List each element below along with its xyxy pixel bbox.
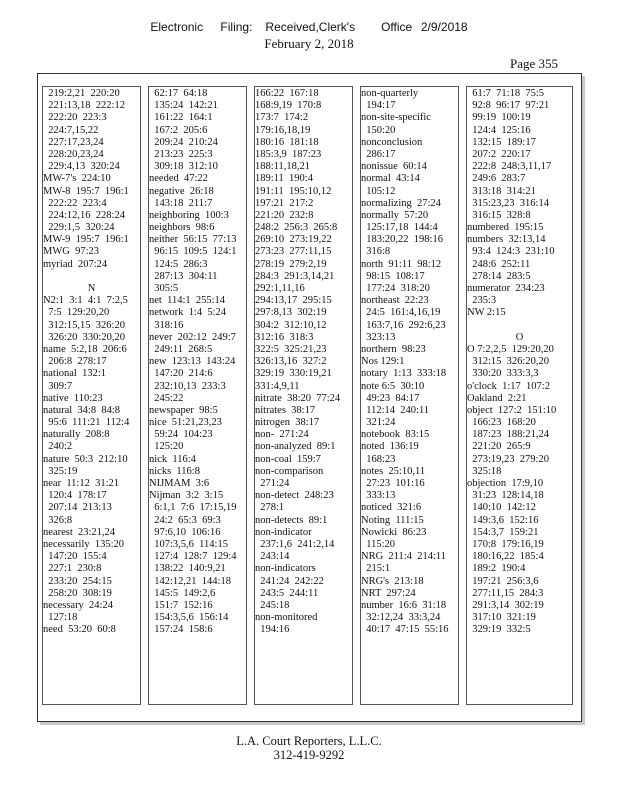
index-entry-continuation: 127:4 128:7 129:4 — [149, 551, 237, 563]
index-entry: 189:11 190:4 — [255, 173, 313, 185]
word-index-frame — [37, 73, 582, 722]
index-entry: non-comparison — [255, 465, 324, 477]
index-entry: northern 98:23 — [361, 343, 426, 355]
index-column-2 — [148, 86, 247, 705]
index-entry: 197:21 217:2 — [255, 197, 314, 209]
index-entry: normalizing 27:24 — [361, 197, 441, 209]
index-entry: non-analyzed 89:1 — [255, 441, 336, 453]
index-entry: Nijman 3:2 3:15 — [149, 490, 224, 502]
index-entry-continuation: 147:20 214:6 — [149, 368, 213, 380]
index-entry-continuation: 97:6,10 106:16 — [149, 526, 221, 538]
index-entry-continuation: 222:22 223:4 — [43, 197, 107, 209]
index-entry-continuation: 61:7 71:18 75:5 — [467, 88, 545, 99]
index-entry-continuation: 194:17 — [361, 100, 396, 112]
index-entry: 294:13,17 295:15 — [255, 295, 332, 307]
index-entry-continuation: 154:3,7 159:21 — [467, 526, 539, 538]
index-entry: NRG 211:4 214:11 — [361, 551, 446, 563]
index-entry: necessary 24:24 — [43, 599, 113, 611]
index-entry-continuation: 150:20 — [361, 124, 396, 136]
index-entry: Nos 129:1 — [361, 356, 405, 368]
index-entry-continuation: 271:24 — [255, 478, 290, 489]
index-entry-continuation: 333:13 — [361, 490, 396, 502]
index-entry: nick 116:4 — [149, 453, 196, 465]
index-entry: name 5:2,18 206:6 — [43, 343, 127, 355]
index-entry: 168:9,19 170:8 — [255, 100, 322, 112]
index-entry-continuation: 224:12,16 228:24 — [43, 209, 125, 221]
index-entry-continuation: 249:11 268:5 — [149, 343, 213, 355]
index-entry-continuation: 315:23,23 316:14 — [467, 197, 549, 209]
index-entry-continuation: 273:19,23 279:20 — [467, 453, 549, 465]
index-entry: NRG's 213:18 — [361, 575, 424, 587]
index-entry: nicks 116:8 — [149, 465, 200, 477]
index-entry: non-detects 89:1 — [255, 514, 328, 526]
index-entry-continuation: 177:24 318:20 — [361, 283, 430, 294]
index-entry-continuation: 180:16,22 185:4 — [467, 551, 544, 563]
index-entry: 173:7 174:2 — [255, 112, 309, 124]
index-entry: 304:2 312:10,12 — [255, 319, 327, 331]
index-entry-continuation: 248:6 252:11 — [467, 258, 531, 270]
index-entry-continuation: 278:14 283:5 — [467, 270, 531, 282]
index-entry: 273:23 277:11,15 — [255, 246, 332, 258]
index-entry: northeast 22:23 — [361, 295, 429, 307]
index-entry: non-quarterly — [361, 88, 419, 99]
index-entry-continuation: 124:5 286:3 — [149, 258, 208, 270]
index-entry: national 132:1 — [43, 368, 106, 380]
index-entry-continuation: 330:20 333:3,3 — [467, 368, 539, 380]
index-entry-continuation: 329:19 332:5 — [467, 624, 531, 636]
index-entry-continuation: 142:12,21 144:18 — [149, 575, 231, 587]
index-entry: MW-7's 224:10 — [43, 173, 111, 185]
index-entry-continuation: 151:7 152:16 — [149, 599, 213, 611]
index-entry: normal 43:14 — [361, 173, 420, 185]
index-column-5 — [466, 86, 573, 705]
index-entry-continuation: 206:8 278:17 — [43, 356, 107, 368]
index-entry: o'clock 1:17 107:2 — [467, 380, 550, 392]
index-entry-continuation: 187:23 188:21,24 — [467, 429, 549, 441]
index-entry: 221:20 232:8 — [255, 209, 314, 221]
index-entry: Noting 111:15 — [361, 514, 424, 526]
index-entry-continuation: 278:1 — [255, 502, 285, 514]
index-entry-continuation: 286:17 — [361, 148, 396, 160]
index-entry: 188:11,18,21 — [255, 161, 311, 173]
index-entry-continuation: 194:16 — [255, 624, 290, 636]
efiling-stamp: Electronic Filing: Received,Clerk's Office 2/9/2018 — [150, 20, 468, 34]
index-entry: non- 271:24 — [255, 429, 309, 441]
index-entry-continuation: 183:20,22 198:16 — [361, 234, 443, 246]
index-entry: neighbors 98:6 — [149, 222, 215, 234]
index-entry: nonissue 60:14 — [361, 161, 427, 173]
index-entry-continuation: 245:18 — [255, 599, 290, 611]
index-entry: O 7:2,2,5 129:20,20 — [467, 343, 554, 355]
index-entry-continuation: 325:19 — [43, 465, 78, 477]
index-entry: naturally 208:8 — [43, 429, 110, 441]
index-entry-continuation: 224:7,15,22 — [43, 124, 99, 136]
index-entry: net 114:1 255:14 — [149, 295, 226, 307]
index-entry: north 91:11 98:12 — [361, 258, 442, 270]
index-entry-continuation: 98:15 108:17 — [361, 270, 425, 282]
index-entry: objection 17:9,10 — [467, 478, 544, 489]
index-entry: 278:19 279:2,19 — [255, 258, 327, 270]
index-entry: NW 2:15 — [467, 307, 506, 319]
section-letter: O — [515, 331, 524, 343]
index-entry-continuation: 112:14 240:11 — [361, 404, 430, 416]
index-entry: note 6:5 30:10 — [361, 380, 425, 392]
index-entry: notebook 83:15 — [361, 429, 430, 441]
index-entry-continuation: 167:2 205:6 — [149, 124, 208, 136]
index-entry: new 123:13 143:24 — [149, 356, 236, 368]
index-entry-continuation: 24:5 161:4,16,19 — [361, 307, 441, 319]
index-entry-continuation: 326:8 — [43, 514, 73, 526]
index-entry-continuation: 62:17 64:18 — [149, 88, 208, 99]
index-entry: 269:10 273:19,22 — [255, 234, 332, 246]
index-entry-continuation: 215:1 — [361, 563, 391, 575]
index-entry: MWG 97:23 — [43, 246, 99, 258]
index-entry-continuation: 229:4,13 320:24 — [43, 161, 120, 173]
index-entry-continuation: 189:2 190:4 — [467, 563, 526, 575]
index-entry-continuation: 277:11,15 284:3 — [467, 587, 544, 599]
index-entry-continuation: 99:19 100:19 — [467, 112, 531, 124]
index-entry: near 11:12 31:21 — [43, 478, 120, 489]
index-entry: neighboring 100:3 — [149, 209, 229, 221]
index-entry: noted 136:19 — [361, 441, 419, 453]
reporter-company: L.A. Court Reporters, L.L.C. — [236, 734, 382, 748]
index-entry-continuation: 237:1,6 241:2,14 — [255, 538, 335, 550]
index-entry-continuation: 213:23 225:3 — [149, 148, 213, 160]
index-entry: 329:19 330:19,21 — [255, 368, 332, 380]
index-entry: MW-9 195:7 196:1 — [43, 234, 129, 246]
hearing-date: February 2, 2018 — [264, 36, 354, 51]
index-entry-continuation: 312:15,15 326:20 — [43, 319, 125, 331]
index-entry-continuation: 227:17,23,24 — [43, 136, 104, 148]
index-entry-continuation: 316:8 — [361, 246, 391, 258]
index-entry: nitrate 38:20 77:24 — [255, 392, 341, 404]
index-column-4 — [360, 86, 459, 705]
index-entry-continuation: 149:3,6 152:16 — [467, 514, 539, 526]
index-entry-continuation: 318:16 — [149, 319, 184, 331]
index-entry-continuation: 166:23 168:20 — [467, 417, 536, 429]
index-entry-continuation: 132:15 189:17 — [467, 136, 536, 148]
index-entry: object 127:2 151:10 — [467, 404, 557, 416]
index-entry-continuation: 312:15 326:20,20 — [467, 356, 549, 368]
index-entry-continuation: 31:23 128:14,18 — [467, 490, 544, 502]
index-entry: non-coal 159:7 — [255, 453, 321, 465]
index-entry-continuation: 92:8 96:17 97:21 — [467, 100, 550, 112]
index-entry-continuation: 115:20 — [361, 538, 396, 550]
index-column-3 — [254, 86, 353, 705]
index-entry-continuation: 24:2 65:3 69:3 — [149, 514, 221, 526]
reporter-phone: 312-419-9292 — [273, 748, 345, 762]
index-entry-continuation: 161:22 164:1 — [149, 112, 213, 124]
index-entry: 248:2 256:3 265:8 — [255, 222, 338, 234]
index-entry: normally 57:20 — [361, 209, 429, 221]
index-entry-continuation: 222:20 223:3 — [43, 112, 107, 124]
index-entry-continuation: 323:13 — [361, 331, 396, 343]
index-entry-continuation: 124:4 125:16 — [467, 124, 531, 136]
index-entry-continuation: 321:24 — [361, 417, 396, 429]
index-entry: 312:16 318:3 — [255, 331, 314, 343]
index-entry-continuation: 305:5 — [149, 283, 179, 294]
blank-line — [43, 271, 140, 283]
index-entry-continuation: 49:23 84:17 — [361, 392, 420, 404]
index-entry-continuation: 291:3,14 302:19 — [467, 599, 544, 611]
index-entry: need 53:20 60:8 — [43, 624, 116, 636]
index-entry: nitrates 38:17 — [255, 404, 316, 416]
index-entry: notary 1:13 333:18 — [361, 368, 447, 380]
index-entry-continuation: 313:18 314:21 — [467, 185, 536, 197]
index-entry: 326:13,16 327:2 — [255, 356, 327, 368]
index-entry-continuation: 140:10 142:12 — [467, 502, 536, 514]
index-entry: nice 51:21,23,23 — [149, 417, 222, 429]
index-entry: nearest 23:21,24 — [43, 526, 116, 538]
index-entry-continuation: 316:15 328:8 — [467, 209, 531, 221]
index-entry-continuation: 125:20 — [149, 441, 184, 453]
index-column-1 — [42, 86, 141, 705]
index-entry: network 1:4 5:24 — [149, 307, 226, 319]
index-entry: numbers 32:13,14 — [467, 234, 546, 246]
index-entry-continuation: 147:20 155:4 — [43, 551, 107, 563]
index-entry: natural 34:8 84:8 — [43, 404, 120, 416]
index-entry-continuation: 27:23 101:16 — [361, 478, 425, 489]
index-entry-continuation: 219:2,21 220:20 — [43, 88, 120, 99]
index-entry: native 110:23 — [43, 392, 103, 404]
index-entry: Oakland 2:21 — [467, 392, 527, 404]
index-entry-continuation: 6:1,1 7:6 17:15,19 — [149, 502, 237, 514]
index-entry: 179:16,18,19 — [255, 124, 311, 136]
index-entry: needed 47:22 — [149, 173, 208, 185]
index-entry-continuation: 309:7 — [43, 380, 73, 392]
index-entry: 180:16 181:18 — [255, 136, 319, 148]
index-entry: Nowicki 86:23 — [361, 526, 427, 538]
index-entry-continuation: 207:2 220:17 — [467, 148, 531, 160]
index-entry-continuation: 135:24 142:21 — [149, 100, 218, 112]
index-entry: notes 25:10,11 — [361, 465, 426, 477]
index-entry: NRT 297:24 — [361, 587, 416, 599]
index-entry-continuation: 249:6 283:7 — [467, 173, 526, 185]
index-entry: newspaper 98:5 — [149, 404, 218, 416]
index-entry: non-indicator — [255, 526, 312, 538]
index-entry: myriad 207:24 — [43, 258, 108, 270]
index-entry-continuation: 170:8 179:16,19 — [467, 538, 544, 550]
index-entry-continuation: 105:12 — [361, 185, 396, 197]
index-entry: MW-8 195:7 196:1 — [43, 185, 129, 197]
index-entry-continuation: 233:20 254:15 — [43, 575, 112, 587]
index-entry: 185:3,9 187:23 — [255, 148, 322, 160]
index-entry-continuation: 221:20 265:9 — [467, 441, 531, 453]
index-entry-continuation: 95:6 111:21 112:4 — [43, 417, 130, 429]
index-entry: 284:3 291:3,14,21 — [255, 270, 335, 282]
index-entry-continuation: 93:4 124:3 231:10 — [467, 246, 555, 258]
index-entry-continuation: 309:18 312:10 — [149, 161, 218, 173]
index-entry-continuation: 107:3,5,6 114:15 — [149, 538, 228, 550]
index-entry-continuation: 197:21 256:3,6 — [467, 575, 539, 587]
index-entry: negative 26:18 — [149, 185, 214, 197]
index-entry-continuation: 243:14 — [255, 551, 290, 563]
index-entry-continuation: 120:4 178:17 — [43, 490, 107, 502]
page-number: Page 355 — [510, 56, 559, 71]
index-entry: noticed 321:6 — [361, 502, 422, 514]
index-entry-continuation: 143:18 211:7 — [149, 197, 213, 209]
index-entry: non-detect 248:23 — [255, 490, 334, 502]
index-entry-continuation: 32:12,24 33:3,24 — [361, 612, 441, 624]
index-entry-continuation: 326:20 330:20,20 — [43, 331, 125, 343]
index-entry-continuation: 154:3,5,6 156:14 — [149, 612, 229, 624]
index-entry-continuation: 258:20 308:19 — [43, 587, 112, 599]
index-entry-continuation: 168:23 — [361, 453, 396, 465]
index-entry-continuation: 235:3 — [467, 295, 497, 307]
index-entry: neither 56:15 77:13 — [149, 234, 237, 246]
index-entry-continuation: 157:24 158:6 — [149, 624, 213, 636]
index-entry-continuation: 317:10 321:19 — [467, 612, 536, 624]
blank-line — [467, 320, 572, 332]
index-entry-continuation: 59:24 104:23 — [149, 429, 213, 441]
index-entry-continuation: 245:22 — [149, 392, 184, 404]
index-entry: 322:5 325:21,23 — [255, 343, 327, 355]
index-entry-continuation: 40:17 47:15 55:16 — [361, 624, 449, 636]
index-entry-continuation: 207:14 213:13 — [43, 502, 112, 514]
index-entry: 191:11 195:10,12 — [255, 185, 332, 197]
index-entry: never 202:12 249:7 — [149, 331, 236, 343]
index-entry: non-site-specific — [361, 112, 431, 124]
index-entry: 331:4,9,11 — [255, 380, 300, 392]
index-entry-continuation: 209:24 210:24 — [149, 136, 218, 148]
index-entry-continuation: 127:18 — [43, 612, 78, 624]
index-entry: numbered 195:15 — [467, 222, 544, 234]
index-entry-continuation: 227:1 230:8 — [43, 563, 102, 575]
index-entry: N2:1 3:1 4:1 7:2,5 — [43, 295, 128, 307]
index-entry-continuation: 96:15 109:5 124:1 — [149, 246, 237, 258]
index-entry-continuation: 221:13,18 222:12 — [43, 100, 125, 112]
index-entry-continuation: 287:13 304:11 — [149, 270, 218, 282]
index-entry: non-monitored — [255, 612, 318, 624]
index-entry-continuation: 163:7,16 292:6,23 — [361, 319, 446, 331]
index-entry-continuation: 232:10,13 233:3 — [149, 380, 226, 392]
index-entry-continuation: 125:17,18 144:4 — [361, 222, 438, 234]
index-entry: nonconclusion — [361, 136, 423, 148]
index-entry: nature 50:3 212:10 — [43, 453, 128, 465]
index-entry-continuation: 228:20,23,24 — [43, 148, 104, 160]
index-entry: necessarily 135:20 — [43, 538, 125, 550]
index-entry-continuation: 229:1,5 320:24 — [43, 222, 115, 234]
index-entry: 292:1,11,16 — [255, 283, 305, 294]
index-entry: numerator 234:23 — [467, 283, 545, 294]
index-entry-continuation: 325:18 — [467, 465, 502, 477]
index-entry: number 16:6 31:18 — [361, 599, 447, 611]
index-entry-continuation: 145:5 149:2,6 — [149, 587, 216, 599]
section-letter: N — [87, 283, 96, 294]
index-entry: nitrogen 38:17 — [255, 417, 320, 429]
index-entry-continuation: 222:8 248:3,11,17 — [467, 161, 552, 173]
index-entry: non-indicators — [255, 563, 316, 575]
index-entry-continuation: 138:22 140:9,21 — [149, 563, 226, 575]
index-entry-continuation: 241:24 242:22 — [255, 575, 324, 587]
index-entry: 166:22 167:18 — [255, 88, 319, 99]
index-entry-continuation: 240:2 — [43, 441, 73, 453]
index-entry: NIJMAM 3:6 — [149, 478, 210, 489]
index-entry-continuation: 243:5 244:11 — [255, 587, 319, 599]
index-entry: 297:8,13 302:19 — [255, 307, 327, 319]
index-entry-continuation: 7:5 129:20,20 — [43, 307, 110, 319]
